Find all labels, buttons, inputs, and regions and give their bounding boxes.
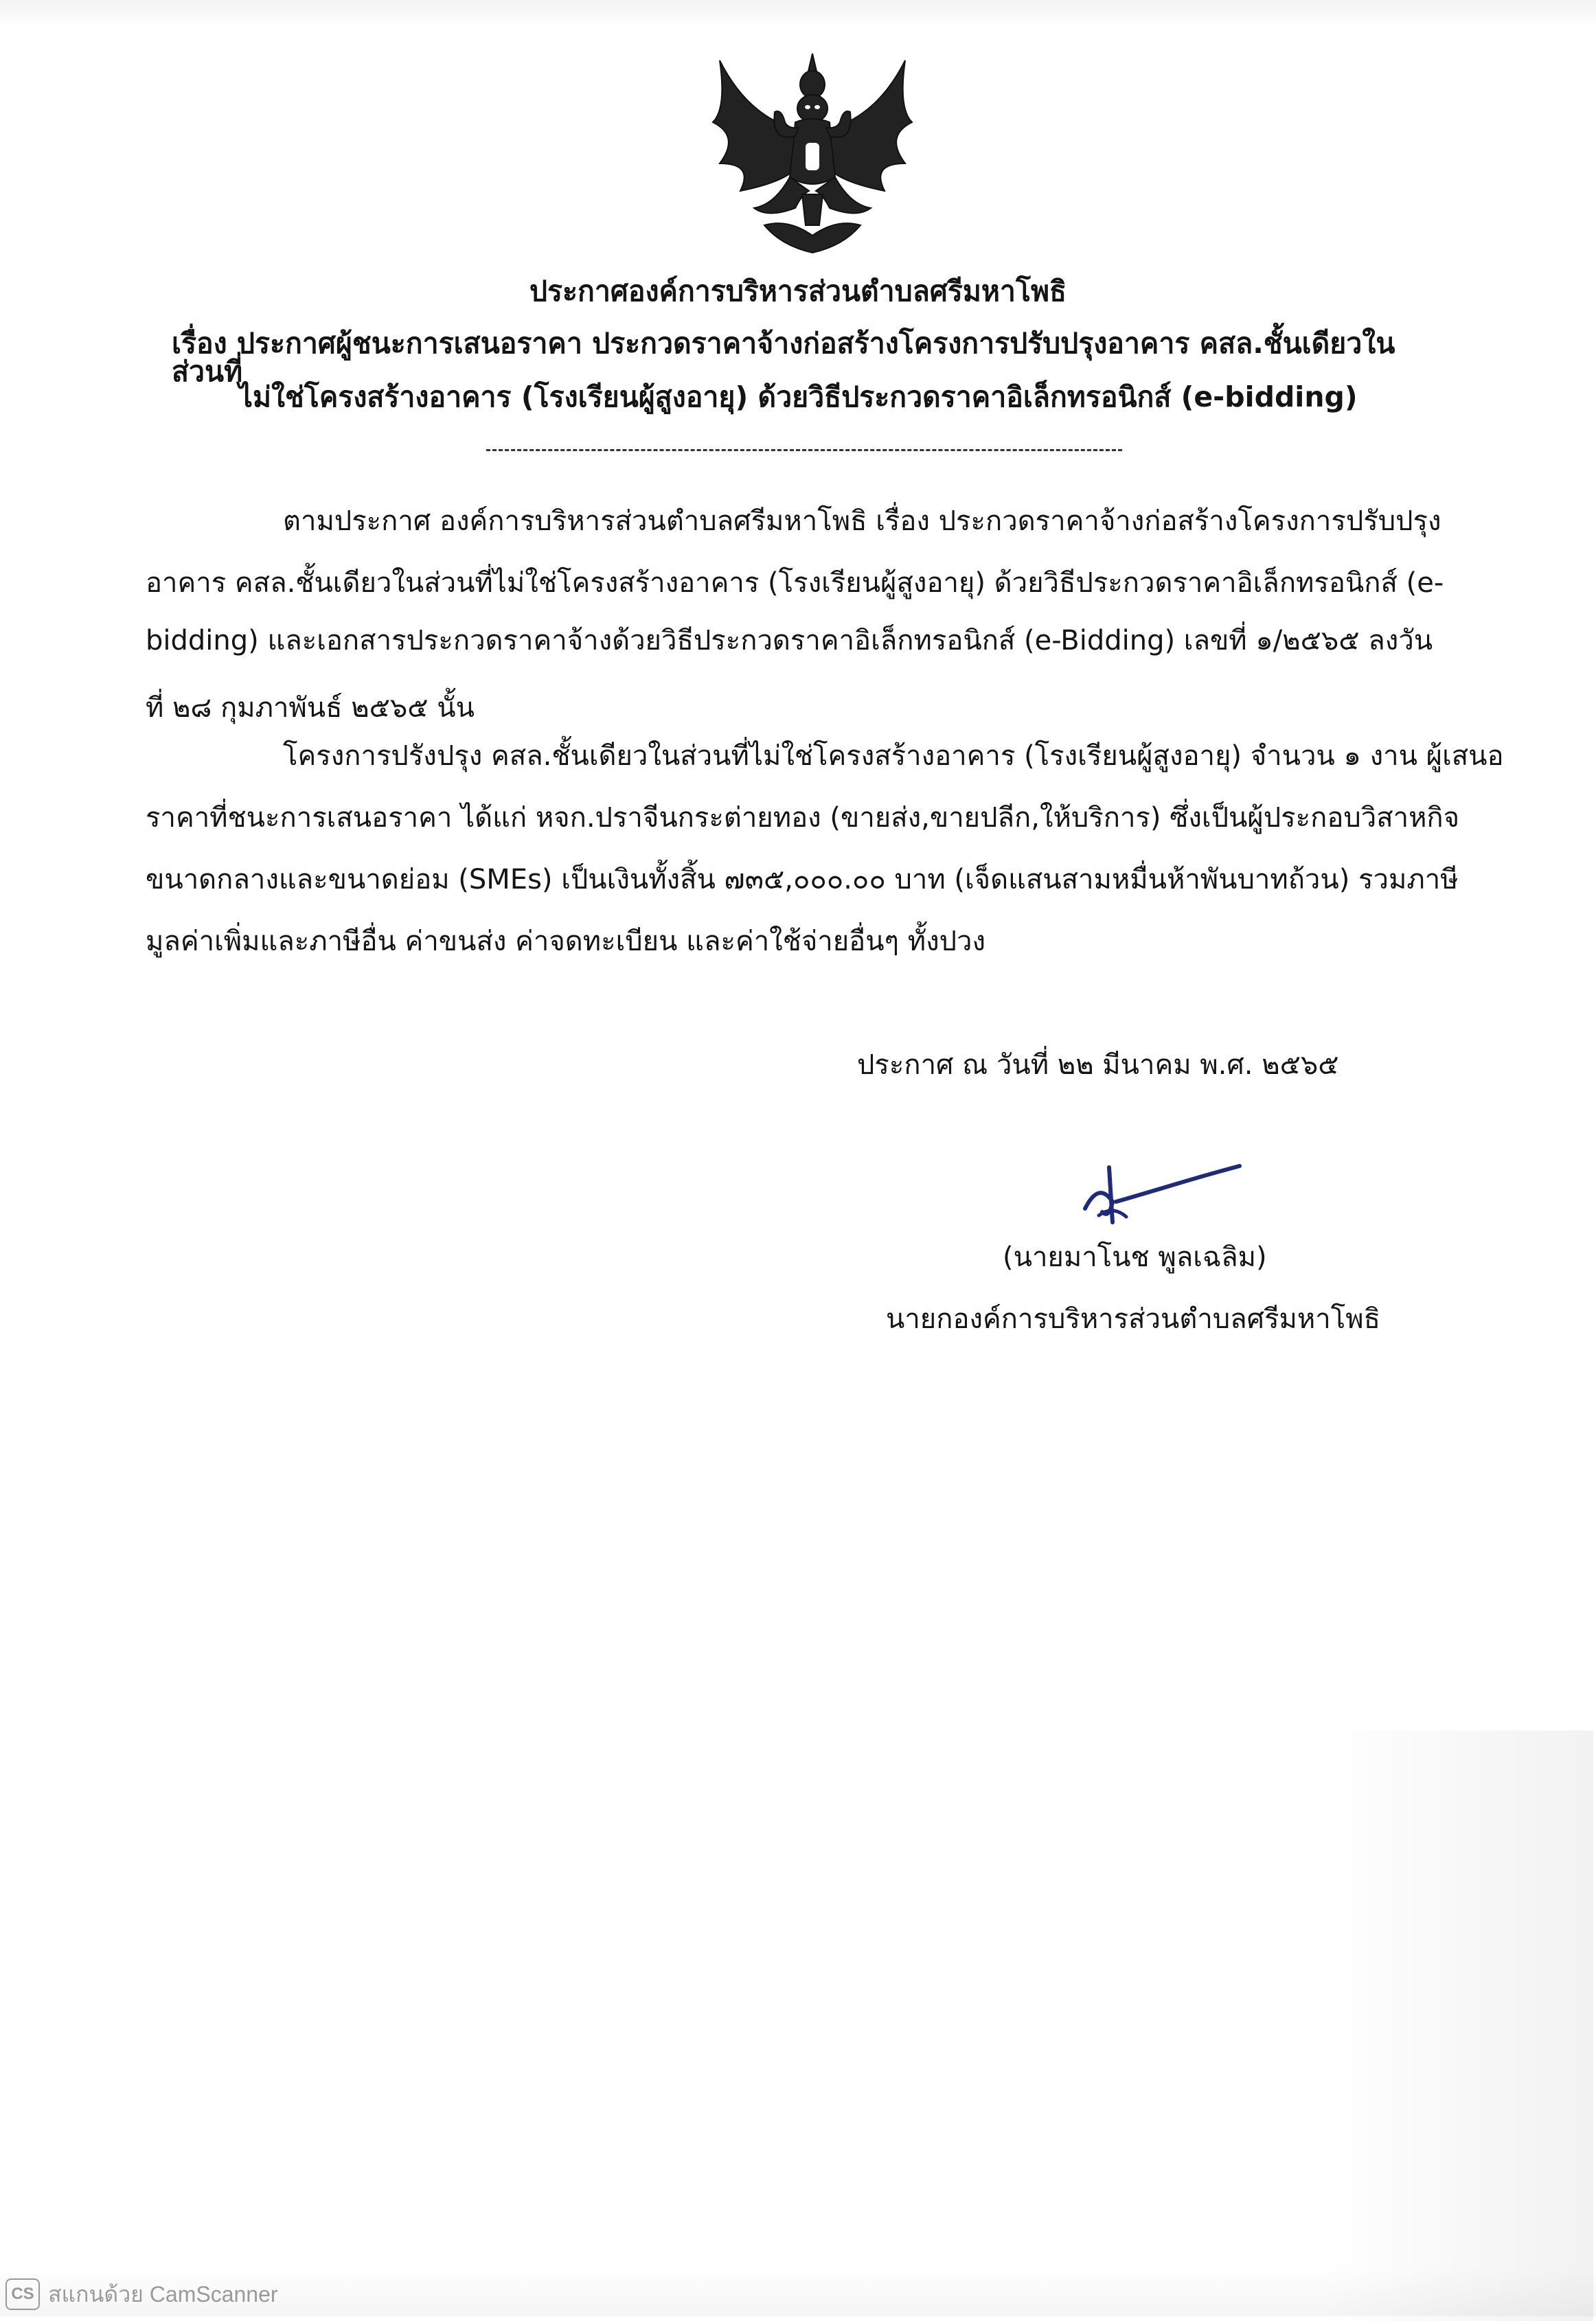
paragraph-2-line-1: โครงการปรังปรุง คสล.ชั้นเดียวในส่วนที่ไม่ใช่โครงสร้างอาคาร (โรงเรียนผู้สูงอายุ) จำนวน ๑ งาน ผู้เสนอ xyxy=(283,740,1504,772)
signer-position: นายกองค์การบริหารส่วนตำบลศรีมหาโพธิ xyxy=(886,1303,1381,1335)
scan-shadow xyxy=(1319,1730,1593,2321)
camscanner-logo-icon: CS xyxy=(5,2278,40,2310)
garuda-emblem-icon xyxy=(699,47,926,260)
paragraph-1-line-1: ตามประกาศ องค์การบริหารส่วนตำบลศรีมหาโพธิ เรื่อง ประกวดราคาจ้างก่อสร้างโครงการปรับปรุง xyxy=(283,505,1441,537)
announcement-subject-line-1: เรื่อง ประกาศผู้ชนะการเสนอราคา ประกวดราคาจ้างก่อสร้างโครงการปรับปรุงอาคาร คสล.ชั้นเดียวในส่วนที่ xyxy=(172,327,1395,388)
paragraph-1-line-4: ที่ ๒๘ กุมภาพันธ์ ๒๕๖๕ นั้น xyxy=(146,692,475,724)
announcement-date: ประกาศ ณ วันที่ ๒๒ มีนาคม พ.ศ. ๒๕๖๕ xyxy=(857,1049,1339,1081)
paragraph-2-line-3: ขนาดกลางและขนาดย่อม (SMEs) เป็นเงินทั้งสิ้น ๗๓๕,๐๐๐.๐๐ บาท (เจ็ดแสนสามหมื่นห้าพันบาทถ้วน) รวมภาษี xyxy=(146,864,1459,895)
camscanner-watermark xyxy=(5,2278,278,2310)
paragraph-1-line-3: bidding) และเอกสารประกวดราคาจ้างด้วยวิธีประกวดราคาอิเล็กทรอนิกส์ (e-Bidding) เลขที่ ๑/๒๕๖๕ ลงวัน xyxy=(146,625,1433,656)
announcement-org-title: ประกาศองค์การบริหารส่วนตำบลศรีมหาโพธิ xyxy=(529,275,1067,308)
paragraph-2-line-4: มูลค่าเพิ่มและภาษีอื่น ค่าขนส่ง ค่าจดทะเบียน และค่าใช้จ่ายอื่นๆ ทั้งปวง xyxy=(146,926,986,957)
camscanner-text: สแกนด้วย CamScanner xyxy=(48,2281,278,2307)
header-divider xyxy=(486,449,1122,451)
paragraph-1-line-2: อาคาร คสล.ชั้นเดียวในส่วนที่ไม่ใช่โครงสร้างอาคาร (โรงเรียนผู้สูงอายุ) ด้วยวิธีประกวดราคาอิเล็กทรอนิกส์ (e- xyxy=(146,567,1444,599)
signer-name: (นายมาโนช พูลเฉลิม) xyxy=(1003,1242,1267,1273)
handwritten-signature-icon xyxy=(1071,1154,1250,1229)
paragraph-2-line-2: ราคาที่ชนะการเสนอราคา ได้แก่ หจก.ปราจีนกระต่ายทอง (ขายส่ง,ขายปลีก,ให้บริการ) ซึ่งเป็นผู้ประกอบวิสาหกิจ xyxy=(146,802,1460,834)
announcement-subject-line-2: ไม่ใช่โครงสร้างอาคาร (โรงเรียนผู้สูงอายุ) ด้วยวิธีประกวดราคาอิเล็กทรอนิกส์ (e-bidding) xyxy=(238,380,1358,413)
